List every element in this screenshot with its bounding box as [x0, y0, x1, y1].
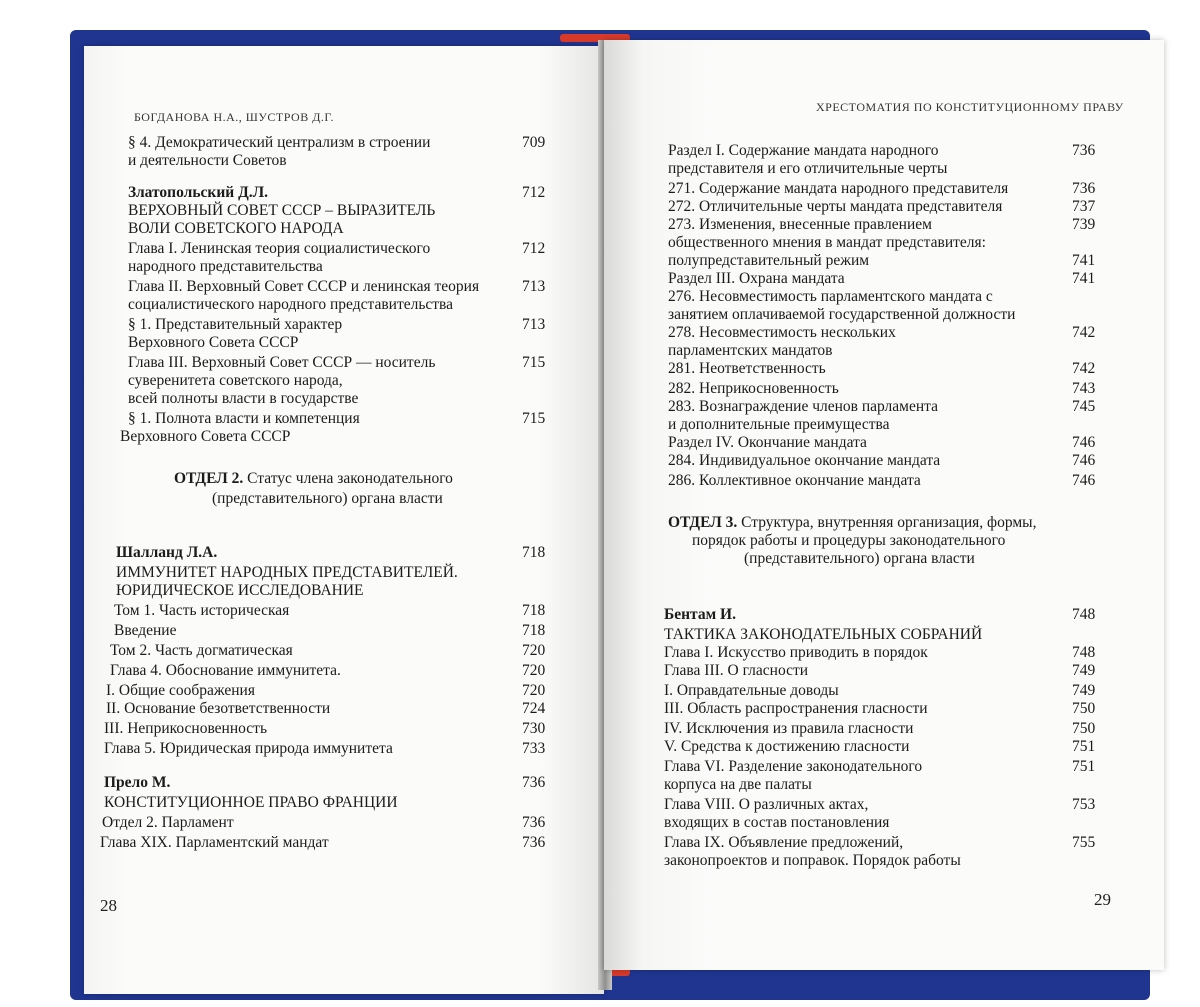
toc-entry-title: Глава VIII. О различных актах,: [664, 796, 869, 813]
toc-entry-title: Глава III. О гласности: [664, 662, 809, 679]
toc-page-number: 736: [522, 834, 546, 851]
toc-entry: [128, 184, 268, 202]
toc-entry-title: § 1. Представительный характер: [128, 316, 343, 333]
toc-entry-title: Прело М.: [104, 774, 171, 791]
toc-entry-title: представителя и его отличительные черты: [668, 160, 948, 177]
toc-entry-title: парламентских мандатов: [668, 342, 833, 359]
toc-page-number: 720: [522, 642, 546, 659]
toc-entry: [128, 354, 435, 372]
toc-entry: [668, 306, 1015, 324]
toc-page-number: 720: [522, 662, 546, 679]
toc-entry: [668, 452, 940, 470]
toc-entry: [664, 814, 889, 832]
toc-page-number: 733: [522, 740, 546, 757]
toc-entry: [110, 662, 341, 680]
toc-entry: [128, 240, 430, 258]
toc-entry: [664, 682, 839, 700]
toc-page-number: 736: [1072, 180, 1096, 197]
toc-entry: [128, 278, 479, 296]
toc-page-number: 736: [522, 774, 546, 791]
toc-entry: [128, 258, 323, 276]
toc-page-number: 715: [522, 410, 546, 427]
toc-page-number: 753: [1072, 796, 1096, 813]
toc-entry-title: § 1. Полнота власти и компетенция: [128, 410, 360, 427]
toc-entry: [668, 398, 938, 416]
toc-entry-title: III. Неприкосновенность: [104, 720, 268, 737]
toc-entry-title: 278. Несовместимость нескольких: [668, 324, 896, 341]
toc-entry-title: Златопольский Д.Л.: [128, 184, 269, 201]
toc-entry-title: 282. Неприкосновенность: [668, 380, 839, 397]
toc-page-number: 745: [1072, 398, 1096, 415]
toc-entry: [664, 758, 922, 776]
toc-page-number: 746: [1072, 472, 1096, 489]
toc-entry: [664, 700, 928, 718]
page-number: 28: [100, 896, 117, 915]
running-head: БОГДАНОВА Н.А., ШУСТРОВ Д.Г.: [134, 110, 334, 124]
toc-entry-title: 283. Вознаграждение членов парламента: [668, 398, 939, 415]
toc-entry-title: IV. Исключения из правила гласности: [664, 720, 914, 737]
toc-entry-title: Глава III. Верховный Совет СССР — носитель: [128, 354, 436, 371]
toc-entry: [664, 606, 736, 624]
toc-entry-title: (представительного) органа власти: [744, 550, 975, 567]
toc-entry-title: 273. Изменения, внесенные правлением: [668, 216, 932, 233]
toc-entry-title: Раздел IV. Окончание мандата: [668, 434, 867, 451]
toc-page-number: 736: [1072, 142, 1096, 159]
toc-entry-title: 271. Содержание мандата народного представителя: [668, 180, 1009, 197]
toc-page-number: 739: [1072, 216, 1096, 233]
toc-entry: [668, 434, 867, 452]
toc-entry-title: § 4. Демократический централизм в строении: [128, 134, 431, 151]
toc-entry-title: Глава 5. Юридическая природа иммунитета: [104, 740, 393, 757]
toc-entry-title: Бентам И.: [664, 606, 736, 623]
toc-page-number: 755: [1072, 834, 1096, 851]
toc-entry-title: 272. Отличительные черты мандата представителя: [668, 198, 1003, 215]
toc-entry: [668, 416, 890, 434]
toc-entry: [106, 700, 330, 718]
toc-page-number: 718: [522, 622, 546, 639]
toc-entry: [668, 342, 833, 360]
toc-entry: [128, 220, 344, 238]
toc-entry-title: Шалланд Л.А.: [116, 544, 218, 561]
toc-entry: [128, 296, 453, 314]
toc-entry-title: II. Основание безответственности: [106, 700, 331, 717]
toc-entry-title: Глава VI. Разделение законодательного: [664, 758, 923, 775]
toc-entry-title: Глава XIX. Парламентский мандат: [100, 834, 329, 851]
toc-entry-title: Отдел 2. Парламент: [102, 814, 234, 831]
toc-page-number: 748: [1072, 644, 1096, 661]
toc-entry: [668, 234, 986, 252]
toc-page-number: 718: [522, 602, 546, 619]
toc-entry-title: законопроектов и поправок. Порядок работы: [664, 852, 961, 869]
toc-page-number: 730: [522, 720, 546, 737]
toc-entry: [128, 410, 360, 428]
toc-entry-title: входящих в состав постановления: [664, 814, 890, 831]
toc-entry-title: общественного мнения в мандат представителя:: [668, 234, 986, 251]
toc-entry: [116, 564, 458, 582]
toc-entry: [104, 720, 267, 738]
toc-entry-title: Верховного Совета СССР: [120, 428, 291, 445]
page-number: 29: [1094, 890, 1111, 909]
toc-entry-title: социалистического народного представительства: [128, 296, 454, 313]
toc-entry: [668, 160, 947, 178]
toc-entry: [668, 288, 993, 306]
toc-page-number: 713: [522, 278, 546, 295]
toc-entry: [128, 390, 358, 408]
toc-page-number: 751: [1072, 738, 1096, 755]
toc-page-number: 741: [1072, 252, 1096, 269]
toc-entry-title: III. Область распространения гласности: [664, 700, 928, 717]
toc-entry: [104, 794, 398, 812]
right-page: [604, 40, 1164, 970]
toc-entry-title: 284. Индивидуальное окончание мандата: [668, 452, 941, 469]
toc-entry-title: 276. Несовместимость парламентского мандата с: [668, 288, 993, 305]
toc-page-number: 743: [1072, 380, 1096, 397]
toc-entry: [664, 644, 928, 662]
toc-entry: [668, 216, 932, 234]
toc-page-number: 737: [1072, 198, 1096, 215]
toc-entry-title: народного представительства: [128, 258, 323, 275]
toc-page-number: 742: [1072, 360, 1096, 377]
toc-entry-title: Том 2. Часть догматическая: [110, 642, 293, 659]
toc-page-number: 720: [522, 682, 546, 699]
toc-entry: [104, 740, 393, 758]
toc-entry-title: КОНСТИТУЦИОННОЕ ПРАВО ФРАНЦИИ: [104, 794, 398, 811]
toc-page-number: 750: [1072, 720, 1096, 737]
toc-entry-title: ВОЛИ СОВЕТСКОГО НАРОДА: [128, 220, 344, 237]
toc-page-number: 741: [1072, 270, 1096, 287]
toc-entry: [120, 428, 290, 446]
toc-page-number: 712: [522, 240, 546, 257]
toc-entry: [102, 814, 234, 832]
toc-entry: [664, 720, 913, 738]
toc-entry-title: ТАКТИКА ЗАКОНОДАТЕЛЬНЫХ СОБРАНИЙ: [664, 626, 983, 643]
toc-page-number: 751: [1072, 758, 1096, 775]
toc-entry-title: Глава 4. Обоснование иммунитета.: [110, 662, 341, 679]
toc-entry: [668, 180, 1008, 198]
toc-entry: [128, 152, 287, 170]
toc-entry: [668, 360, 826, 378]
toc-entry: [128, 202, 435, 220]
toc-entry-title: Раздел III. Охрана мандата: [668, 270, 845, 287]
toc-page-number: 746: [1072, 452, 1096, 469]
toc-entry-title: ВЕРХОВНЫЙ СОВЕТ СССР – ВЫРАЗИТЕЛЬ: [128, 202, 436, 219]
toc-entry: [668, 472, 921, 490]
toc-page-number: 724: [522, 700, 546, 717]
toc-entry: [668, 142, 939, 160]
toc-entry-title: Глава I. Искусство приводить в порядок: [664, 644, 928, 661]
toc-page-number: 742: [1072, 324, 1096, 341]
toc-entry: [744, 550, 975, 568]
toc-entry-title: и дополнительные преимущества: [668, 416, 890, 433]
toc-entry-title: Глава II. Верховный Совет СССР и ленинская теория: [128, 278, 480, 295]
toc-entry: [128, 134, 430, 152]
toc-entry: [128, 372, 343, 390]
toc-page-number: 715: [522, 354, 546, 371]
toc-entry: [664, 776, 812, 794]
toc-page-number: 709: [522, 134, 546, 151]
toc-entry-title: ОТДЕЛ 2. Статус члена законодательного: [174, 470, 453, 487]
toc-entry: [114, 602, 289, 620]
toc-entry-title: и деятельности Советов: [128, 152, 287, 169]
toc-entry: [174, 470, 453, 488]
toc-entry-title: V. Средства к достижению гласности: [664, 738, 910, 755]
toc-entry-title: Введение: [114, 622, 177, 639]
toc-entry: [114, 622, 176, 640]
toc-entry: [692, 532, 1005, 550]
toc-page-number: 713: [522, 316, 546, 333]
toc-entry-title: Том 1. Часть историческая: [114, 602, 290, 619]
toc-page-number: 749: [1072, 682, 1096, 699]
toc-entry-title: Глава IX. Объявление предложений,: [664, 834, 904, 851]
toc-entry: [664, 834, 903, 852]
toc-entry-title: 286. Коллективное окончание мандата: [668, 472, 921, 489]
running-head: ХРЕСТОМАТИЯ ПО КОНСТИТУЦИОННОМУ ПРАВУ: [816, 100, 1124, 114]
toc-entry: [668, 270, 845, 288]
section-label: ОТДЕЛ 3.: [668, 514, 738, 531]
toc-entry-title: порядок работы и процедуры законодательного: [692, 532, 1006, 549]
toc-page-number: 718: [522, 544, 546, 561]
toc-entry: [668, 252, 869, 270]
toc-entry: [664, 738, 909, 756]
toc-entry: [668, 380, 839, 398]
toc-entry: [104, 774, 170, 792]
toc-entry: [664, 662, 808, 680]
toc-entry: [664, 626, 982, 644]
toc-entry-title: полупредставительный режим: [668, 252, 870, 269]
toc-entry: [100, 834, 329, 852]
toc-entry-title: 281. Неответственность: [668, 360, 826, 377]
toc-entry-title: суверенитета советского народа,: [128, 372, 343, 389]
toc-entry: [110, 642, 293, 660]
toc-page-number: 712: [522, 184, 546, 201]
toc-entry: [212, 490, 443, 508]
toc-page-number: 736: [522, 814, 546, 831]
toc-entry: [668, 324, 896, 342]
toc-entry: [664, 796, 868, 814]
toc-entry: [128, 334, 298, 352]
toc-entry-title: I. Общие соображения: [106, 682, 255, 699]
toc-entry: [116, 582, 364, 600]
toc-entry-title: всей полноты власти в государстве: [128, 390, 359, 407]
toc-entry-title: ОТДЕЛ 3. Структура, внутренняя организация, формы,: [668, 514, 1037, 531]
toc-entry: [106, 682, 255, 700]
toc-entry: [116, 544, 217, 562]
toc-page-number: 746: [1072, 434, 1096, 451]
toc-entry-title: ЮРИДИЧЕСКОЕ ИССЛЕДОВАНИЕ: [116, 582, 364, 599]
toc-entry-title: Глава I. Ленинская теория социалистического: [128, 240, 431, 257]
toc-entry: [668, 514, 1036, 532]
section-label: ОТДЕЛ 2.: [174, 470, 244, 487]
toc-entry-title: занятием оплачиваемой государственной должности: [668, 306, 1016, 323]
toc-entry: [664, 852, 961, 870]
toc-entry-title: корпуса на две палаты: [664, 776, 812, 793]
toc-entry-title: I. Оправдательные доводы: [664, 682, 839, 699]
toc-page-number: 748: [1072, 606, 1096, 623]
toc-entry-title: Раздел I. Содержание мандата народного: [668, 142, 939, 159]
toc-entry-title: (представительного) органа власти: [212, 490, 443, 507]
toc-entry-title: Верховного Совета СССР: [128, 334, 299, 351]
toc-page-number: 749: [1072, 662, 1096, 679]
toc-entry: [668, 198, 1002, 216]
toc-entry-title: ИММУНИТЕТ НАРОДНЫХ ПРЕДСТАВИТЕЛЕЙ.: [116, 564, 458, 581]
left-page: [84, 46, 604, 994]
toc-entry: [128, 316, 342, 334]
toc-page-number: 750: [1072, 700, 1096, 717]
